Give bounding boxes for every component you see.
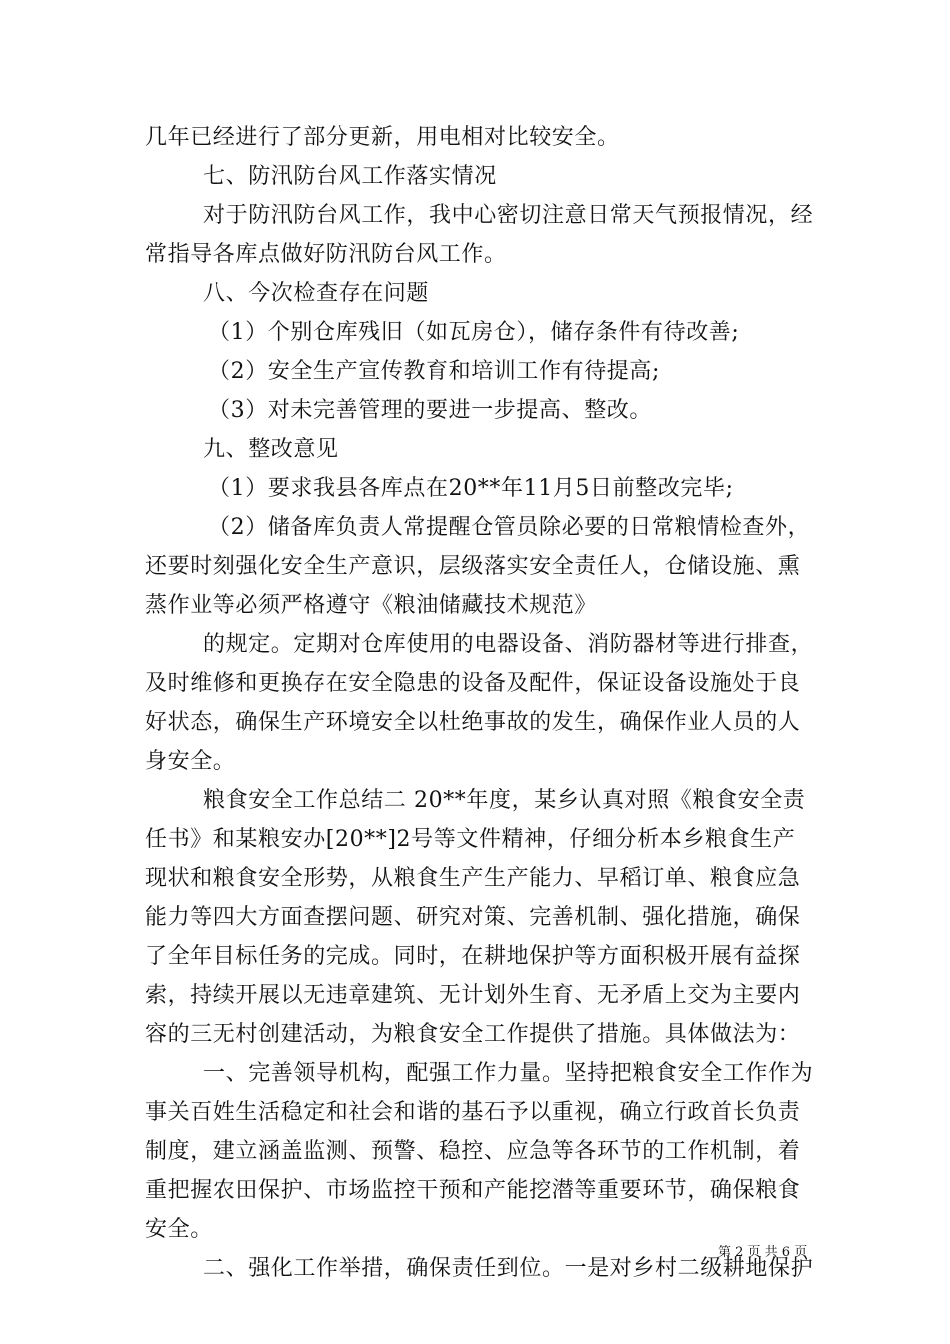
body-text-line: 蒸作业等必须严格遵守《粮油储藏技术规范》 (145, 593, 598, 618)
body-text-line: 索，持续开展以无违章建筑、无计划外生育、无矛盾上交为主要内 (145, 983, 801, 1008)
body-text-line: 制度，建立涵盖监测、预警、稳控、应急等各环节的工作机制，着 (145, 1139, 801, 1164)
body-text-line: 及时维修和更换存在安全隐患的设备及配件，保证设备设施处于良 (145, 671, 801, 696)
body-text-line: 容的三无村创建活动，为粮食安全工作提供了措施。具体做法为： (145, 1022, 801, 1047)
body-text-line: 事关百姓生活稳定和社会和谐的基石予以重视，确立行政首长负责 (145, 1100, 801, 1125)
section-heading: 八、今次检查存在问题 (203, 281, 430, 306)
list-item: （1）个别仓库残旧（如瓦房仓），储存条件有待改善; (208, 320, 740, 345)
body-text-line: 能力等四大方面查摆问题、研究对策、完善机制、强化措施，确保 (145, 905, 801, 930)
body-text-line: 一、完善领导机构，配强工作力量。坚持把粮食安全工作作为 (203, 1061, 814, 1086)
list-item: （2）安全生产宣传教育和培训工作有待提高; (208, 359, 661, 384)
body-text-line: 二、强化工作举措，确保责任到位。一是对乡村二级耕地保护 (203, 1256, 814, 1281)
body-text-line: 重把握农田保护、市场监控干预和产能挖潜等重要环节，确保粮食 (145, 1178, 801, 1203)
list-item: （1）要求我县各库点在20**年11月5日前整改完毕; (208, 476, 734, 501)
body-text-line: 还要时刻强化安全生产意识，层级落实安全责任人，仓储设施、熏 (145, 554, 801, 579)
body-text-line: 身安全。 (145, 749, 236, 774)
list-item: （2）储备库负责人常提醒仓管员除必要的日常粮情检查外， (208, 515, 811, 540)
body-text-line: 几年已经进行了部分更新，用电相对比较安全。 (145, 125, 620, 150)
body-text-line: 现状和粮食安全形势，从粮食生产生产能力、早稻订单、粮食应急 (145, 866, 801, 891)
body-text-line: 对于防汛防台风工作，我中心密切注意日常天气预报情况，经 (203, 203, 814, 228)
list-item: （3）对未完善管理的要进一步提高、整改。 (208, 398, 652, 423)
body-text-line: 了全年目标任务的完成。同时，在耕地保护等方面积极开展有益探 (145, 944, 801, 969)
body-text-line: 的规定。定期对仓库使用的电器设备、消防器材等进行排查， (203, 632, 814, 657)
section-heading: 九、整改意见 (203, 437, 339, 462)
page-number-footer: 第 2 页 共 6 页 (718, 1245, 808, 1260)
body-text-line: 安全。 (145, 1217, 213, 1242)
body-text-line: 好状态，确保生产环境安全以杜绝事故的发生，确保作业人员的人 (145, 710, 801, 735)
body-text-line: 粮食安全工作总结二 20**年度，某乡认真对照《粮食安全责 (203, 788, 806, 813)
section-heading: 七、防汛防台风工作落实情况 (203, 164, 497, 189)
body-text-line: 任书》和某粮安办[20**]2号等文件精神，仔细分析本乡粮食生产 (145, 827, 796, 852)
body-text-line: 常指导各库点做好防汛防台风工作。 (145, 242, 507, 267)
